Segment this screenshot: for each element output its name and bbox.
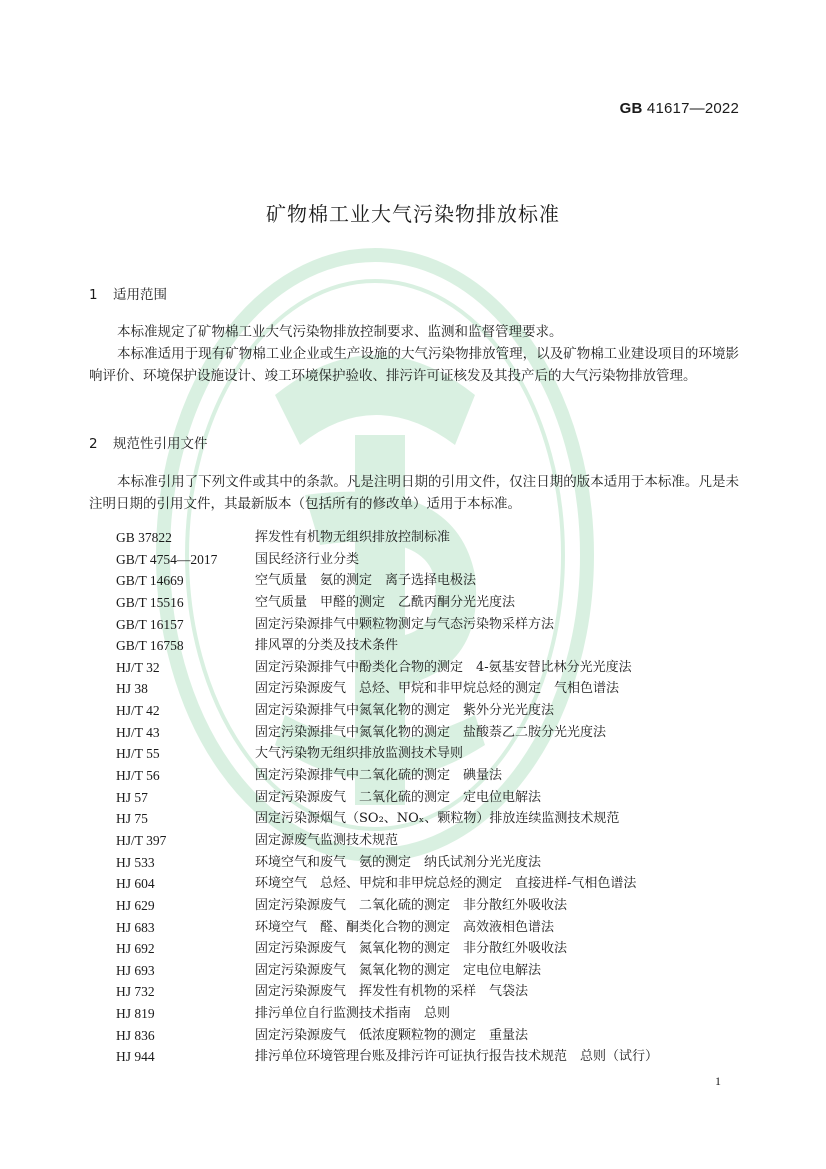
reference-title: 排污单位环境管理台账及排污许可证执行报告技术规范 总则（试行） — [255, 1049, 659, 1065]
reference-row — [116, 635, 756, 657]
reference-row — [116, 787, 756, 809]
reference-title: 固定污染源排气中颗粒物测定与气态污染物采样方法 — [255, 616, 555, 632]
standard-code: 41617—2022 — [646, 100, 739, 117]
reference-code: HJ 629 — [116, 897, 155, 913]
reference-row — [116, 981, 756, 1003]
reference-code: HJ/T 397 — [116, 832, 167, 848]
reference-code: HJ 693 — [116, 962, 155, 978]
reference-title: 环境空气和废气 氨的测定 纳氏试剂分光光度法 — [255, 854, 542, 870]
reference-code: HJ/T 56 — [116, 768, 160, 784]
reference-row — [116, 1003, 756, 1025]
reference-list — [116, 527, 756, 1068]
reference-title: 挥发性有机物无组织排放控制标准 — [255, 530, 451, 545]
reference-code: GB/T 16758 — [116, 638, 184, 654]
reference-row — [116, 614, 756, 636]
reference-code: HJ 57 — [116, 789, 148, 805]
reference-title: 国民经济行业分类 — [255, 551, 360, 567]
reference-title: 空气质量 甲醛的测定 乙酰丙酮分光光度法 — [255, 594, 516, 610]
reference-row — [116, 808, 756, 830]
reference-row — [116, 960, 756, 982]
reference-code: GB/T 15516 — [116, 594, 184, 610]
reference-title: 固定污染源排气中氮氧化物的测定 紫外分光光度法 — [255, 703, 555, 719]
reference-code: GB/T 16157 — [116, 616, 184, 632]
reference-row — [116, 527, 756, 549]
reference-code: HJ 819 — [116, 1006, 155, 1022]
reference-code: HJ/T 43 — [116, 724, 160, 740]
document-title: 矿物棉工业大气污染物排放标准 — [266, 202, 560, 226]
reference-title: 固定污染源废气 总烃、甲烷和非甲烷总烃的测定 气相色谱法 — [255, 681, 620, 697]
reference-title: 固定污染源废气 二氧化硫的测定 定电位电解法 — [255, 789, 542, 805]
paragraph-text: 本标准适用于现有矿物棉工业企业或生产设施的大气污染物排放管理，以及矿物棉工业建设项目的环境影响评价、环境保护设施设计、竣工环境保护验收、排污许可证核发及其投产后的大气污染物排放管理。 — [89, 346, 739, 384]
reference-row — [116, 765, 756, 787]
reference-code: HJ 604 — [116, 876, 155, 892]
reference-row — [116, 657, 756, 679]
section-heading-scope — [89, 283, 167, 303]
reference-row — [116, 570, 756, 592]
reference-row — [116, 895, 756, 917]
reference-code: HJ 75 — [116, 811, 148, 827]
reference-code: GB/T 14669 — [116, 573, 184, 589]
reference-title: 排污单位自行监测技术指南 总则 — [255, 1006, 451, 1022]
reference-title: 环境空气 总烃、甲烷和非甲烷总烃的测定 直接进样-气相色谱法 — [255, 876, 637, 892]
reference-code: HJ 38 — [116, 681, 148, 697]
section-number: 2 — [89, 436, 98, 452]
reference-row — [116, 700, 756, 722]
reference-code: GB/T 4754—2017 — [116, 551, 218, 567]
reference-title: 排风罩的分类及技术条件 — [255, 638, 399, 654]
reference-title: 固定源废气监测技术规范 — [255, 832, 399, 848]
reference-row — [116, 830, 756, 852]
reference-row — [116, 592, 756, 614]
reference-code: HJ 732 — [116, 984, 155, 1000]
reference-title: 固定污染源废气 低浓度颗粒物的测定 重量法 — [255, 1027, 529, 1043]
reference-row — [116, 938, 756, 960]
reference-row — [116, 549, 756, 571]
reference-row — [116, 917, 756, 939]
reference-title: 固定污染源废气 氮氧化物的测定 非分散红外吸收法 — [255, 941, 568, 957]
paragraph-text: 本标准引用了下列文件或其中的条款。凡是注明日期的引用文件，仅注日期的版本适用于本标准。凡是未注明日期的引用文件，其最新版本（包括所有的修改单）适用于本标准。 — [89, 474, 739, 512]
page-number: 1 — [715, 1074, 721, 1088]
reference-code: HJ/T 32 — [116, 659, 160, 675]
reference-row — [116, 743, 756, 765]
reference-row — [116, 1046, 756, 1068]
reference-title: 固定污染源废气 挥发性有机物的采样 气袋法 — [255, 984, 529, 1000]
standard-number — [620, 100, 739, 117]
reference-row — [116, 873, 756, 895]
reference-title: 固定污染源废气 氮氧化物的测定 定电位电解法 — [255, 962, 542, 978]
reference-row — [116, 678, 756, 700]
section-heading-normative-references — [89, 432, 208, 452]
reference-code: HJ 533 — [116, 854, 155, 870]
reference-title: 固定污染源烟气（SO₂、NOₓ、颗粒物）排放连续监测技术规范 — [255, 811, 620, 827]
reference-title: 固定污染源废气 二氧化硫的测定 非分散红外吸收法 — [255, 897, 568, 913]
reference-row — [116, 852, 756, 874]
paragraph — [89, 322, 739, 344]
reference-title: 大气污染物无组织排放监测技术导则 — [255, 746, 464, 762]
section-number: 1 — [89, 287, 98, 303]
paragraph-text: 本标准规定了矿物棉工业大气污染物排放控制要求、监测和监督管理要求。 — [117, 324, 563, 340]
reference-code: HJ 944 — [116, 1049, 155, 1065]
reference-title: 空气质量 氨的测定 离子选择电极法 — [255, 573, 477, 589]
reference-code: HJ 692 — [116, 941, 155, 957]
reference-code: HJ 836 — [116, 1027, 155, 1043]
reference-title: 固定污染源排气中氮氧化物的测定 盐酸萘乙二胺分光光度法 — [255, 724, 607, 740]
reference-code: GB 37822 — [116, 530, 172, 545]
reference-code: HJ 683 — [116, 919, 155, 935]
standard-prefix: GB — [619, 100, 643, 117]
reference-title: 固定污染源排气中二氧化硫的测定 碘量法 — [255, 768, 503, 784]
paragraph — [89, 472, 739, 515]
reference-code: HJ/T 55 — [116, 746, 160, 762]
reference-title: 固定污染源排气中酚类化合物的测定 4-氨基安替比林分光光度法 — [255, 659, 632, 675]
reference-code: HJ/T 42 — [116, 703, 160, 719]
section-title: 适用范围 — [113, 287, 167, 303]
reference-title: 环境空气 醛、酮类化合物的测定 高效液相色谱法 — [255, 919, 555, 935]
paragraph — [89, 344, 739, 387]
reference-row — [116, 722, 756, 744]
section-title: 规范性引用文件 — [113, 436, 208, 452]
reference-row — [116, 1025, 756, 1047]
